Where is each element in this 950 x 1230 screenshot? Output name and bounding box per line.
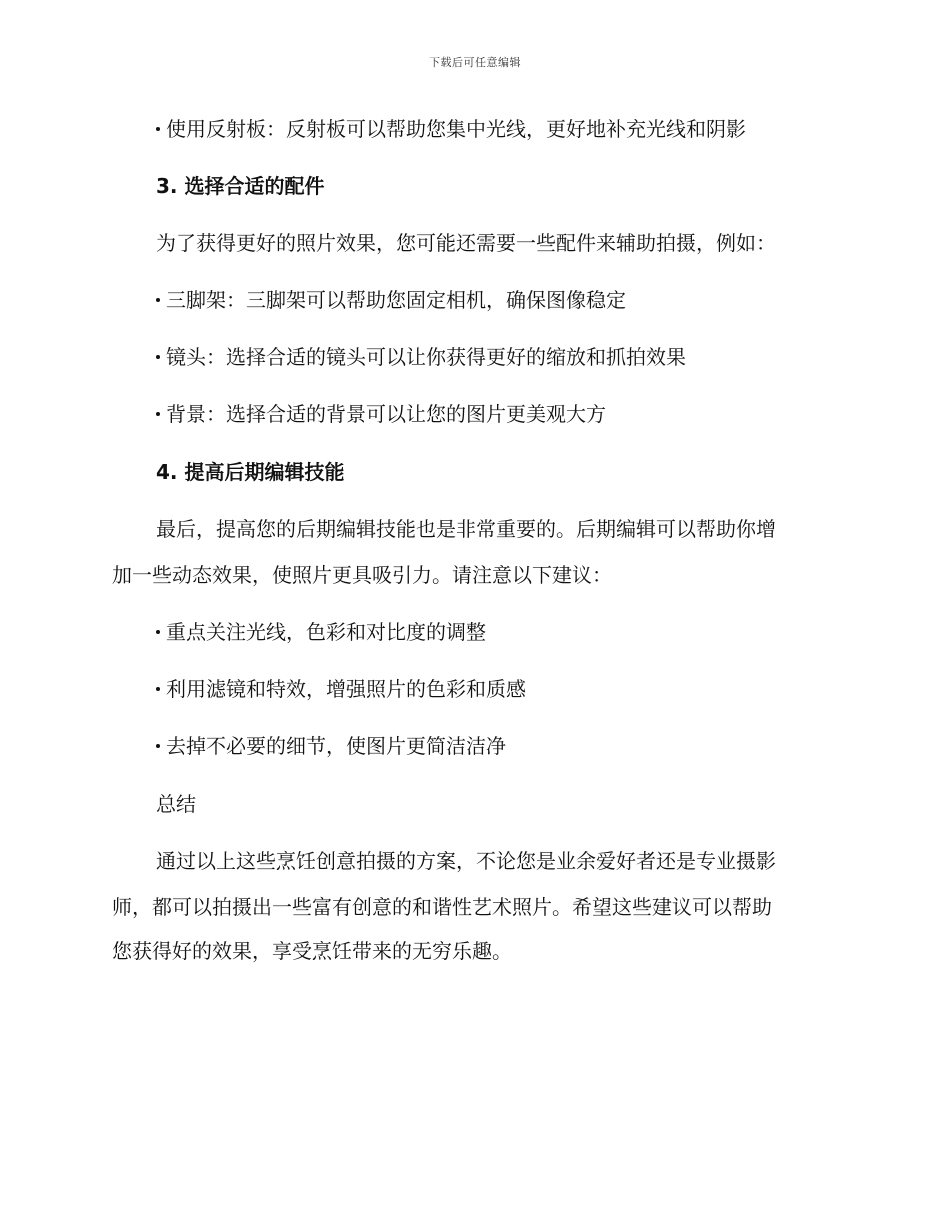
summary-title: 总结 [156,792,196,816]
summary-line-1: 通过以上这些烹饪创意拍摄的方案，不论您是业余爱好者还是专业摄影 [156,849,776,873]
page-header-note: 下载后可任意编辑 [429,56,521,69]
bullet-item-details [156,732,506,760]
bullet-item-reflector [156,115,746,143]
paragraph-accessories-intro: 为了获得更好的照片效果，您可能还需要一些配件来辅助拍摄，例如： [156,231,776,255]
section-heading-editing: 4. 提高后期编辑技能 [156,460,345,484]
bullet-item-filters [156,675,526,703]
bullet-icon [156,744,160,748]
bullet-text: 三脚架：三脚架可以帮助您固定相机，确保图像稳定 [166,288,626,312]
bullet-icon [156,687,160,691]
bullet-text: 使用反射板：反射板可以帮助您集中光线，更好地补充光线和阴影 [166,117,746,141]
bullet-text: 利用滤镜和特效，增强照片的色彩和质感 [166,677,526,701]
summary-line-2: 师，都可以拍摄出一些富有创意的和谐性艺术照片。希望这些建议可以帮助 [112,895,772,919]
bullet-item-light-color [156,618,486,646]
bullet-icon [156,630,160,634]
section-heading-accessories: 3. 选择合适的配件 [156,174,325,198]
bullet-item-background [156,400,606,428]
bullet-icon [156,412,160,416]
bullet-text: 背景：选择合适的背景可以让您的图片更美观大方 [166,402,606,426]
bullet-text: 镜头：选择合适的镜头可以让你获得更好的缩放和抓拍效果 [166,345,686,369]
bullet-text: 重点关注光线，色彩和对比度的调整 [166,620,486,644]
summary-line-3: 您获得好的效果，享受烹饪带来的无穷乐趣。 [112,939,512,963]
paragraph-editing-line-1: 最后，提高您的后期编辑技能也是非常重要的。后期编辑可以帮助你增 [156,517,776,541]
bullet-text: 去掉不必要的细节，使图片更简洁洁净 [166,734,506,758]
bullet-icon [156,355,160,359]
bullet-icon [156,298,160,302]
bullet-item-lens [156,343,686,371]
paragraph-editing-line-2: 加一些动态效果，使照片更具吸引力。请注意以下建议： [112,563,612,587]
bullet-item-tripod [156,286,626,314]
bullet-icon [156,127,160,131]
